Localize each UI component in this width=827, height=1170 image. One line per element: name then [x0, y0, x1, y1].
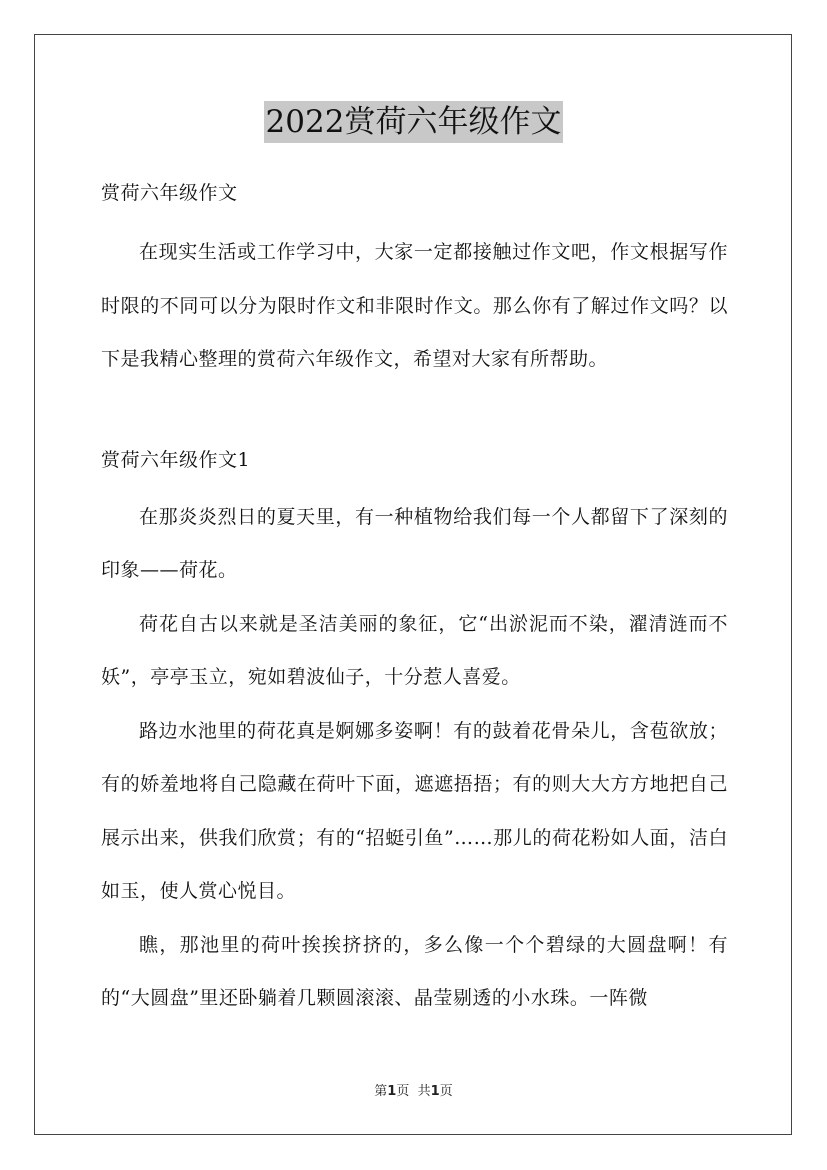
title-container [0, 101, 827, 143]
page-number: 1 [387, 1084, 397, 1099]
total-pages: 1 [430, 1084, 440, 1099]
total-suffix: 页 [439, 1084, 453, 1099]
essay-paragraph-1: 在那炎炎烈日的夏天里，有一种植物给我们每一个人都留下了深刻的印象——荷花。 [101, 505, 728, 581]
essay-paragraph-3: 路边水池里的荷花真是婀娜多姿啊！有的鼓着花骨朵儿，含苞欲放；有的娇羞地将自己隐藏在荷叶下面，遮遮捂捂；有的则大大方方地把自己展示出来，供我们欣赏；有的“招蜓引鱼”……那儿的荷花粉如人面，洁白如玉，使人赏心悦目。 [101, 719, 728, 902]
document-body [101, 172, 728, 1026]
essay-paragraph-4: 瞧，那池里的荷叶挨挨挤挤的，多么像一个个碧绿的大圆盘啊！有的“大圆盘”里还卧躺着几颗圆滚滚、晶莹剔透的小水珠。一阵微 [101, 933, 728, 1009]
intro-paragraph: 在现实生活或工作学习中，大家一定都接触过作文吧，作文根据写作时限的不同可以分为限时作文和非限时作文。那么你有了解过作文吗？以下是我精心整理的赏荷六年级作文，希望对大家有所帮助。 [101, 241, 728, 370]
essay-heading: 赏荷六年级作文1 [101, 448, 251, 471]
page-prefix: 第 [374, 1084, 388, 1099]
page-suffix: 页 [396, 1084, 410, 1099]
intro-heading: 赏荷六年级作文 [101, 182, 238, 204]
page-footer [0, 1083, 827, 1101]
document-title: 2022赏荷六年级作文 [264, 101, 564, 143]
total-prefix: 共 [417, 1084, 431, 1099]
section-spacer [101, 387, 728, 439]
essay-paragraph-2: 荷花自古以来就是圣洁美丽的象征，它“出淤泥而不染，濯清涟而不妖”，亭亭玉立，宛如碧波仙子，十分惹人喜爱。 [101, 612, 728, 688]
